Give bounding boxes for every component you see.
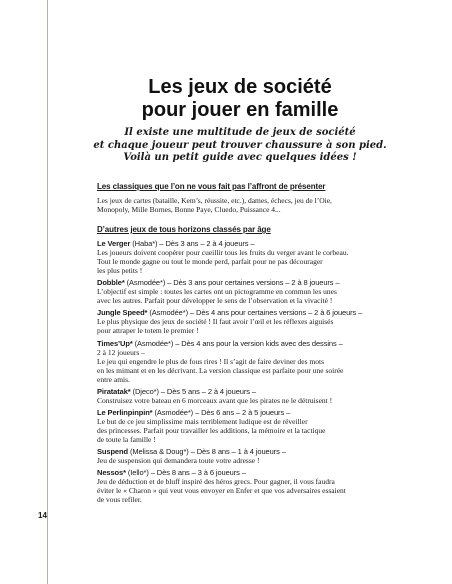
game-description-line: 2 à 12 joueurs – xyxy=(97,347,145,357)
page-number: 14 xyxy=(38,511,47,520)
page-title xyxy=(60,76,420,122)
game-description-line: Le jeu qui engendre le plus de fous rires ! Il s’agit de faire deviner des mots xyxy=(97,356,325,366)
game-name: Le Perlinpinpin* xyxy=(97,407,153,417)
game-info: (Asmodée*) – Dès 4 ans pour la version kids avec des dessins – xyxy=(132,338,343,348)
intro-line: Il existe une multitude de jeux de société xyxy=(124,127,356,138)
game-description-line: pour attraper le totem le premier ! xyxy=(97,326,199,336)
intro-text xyxy=(60,127,420,165)
game-name: Nessos* xyxy=(97,468,126,478)
game-description-line: de vous refiler. xyxy=(97,495,142,505)
classics-line: Monopoly, Mille Bornes, Bonne Paye, Cluedo, Puissance 4... xyxy=(97,205,281,214)
section-heading-by-age: D’autres jeux de tous horizons classés par âge xyxy=(97,225,271,234)
game-name: Piratatak* xyxy=(97,386,131,396)
game-info: (Melissa & Doug*) – Dès 8 ans – 1 à 4 joueurs – xyxy=(127,447,286,457)
game-entry-le-verger xyxy=(97,239,427,275)
game-description-line: de toute la famille ! xyxy=(97,434,156,444)
classics-line: Les jeux de cartes (bataille, Kem’s, réussite, etc.), dames, échecs, jeu de l’Oie, xyxy=(97,196,332,205)
game-entry-times-up xyxy=(97,339,427,384)
game-description-line: Les joueurs doivent coopérer pour cueillir tous les fruits du verger avant le corbeau. xyxy=(97,248,349,257)
game-description-line: entre amis. xyxy=(97,374,130,384)
intro-line: et chaque joueur peut trouver chaussure à son pied. xyxy=(93,139,387,151)
page-margin-rule xyxy=(47,0,48,584)
game-description-line: Le plus physique des jeux de société ! Il faut avoir l’œil et les réflexes aiguisés xyxy=(97,317,334,327)
game-description-line: L’objectif est simple : toutes les cartes ont un pictogramme en commun les unes xyxy=(97,287,337,297)
game-entry-le-perlinpinpin xyxy=(97,408,427,444)
game-entry-piratatak xyxy=(97,387,427,405)
section-heading-classics: Les classiques que l’on ne vous fait pas l’affront de présenter xyxy=(97,182,326,191)
game-info: (Asmodée*) – Dès 6 ans – 2 à 5 joueurs – xyxy=(152,407,291,417)
game-description-line: Le but de ce jeu simplissime mais terriblement ludique est de réveiller xyxy=(97,416,308,426)
game-name: Dobble* xyxy=(97,278,125,288)
game-description-line: avec les autres. Parfait pour développer le sens de l’observation et la vivacité ! xyxy=(97,296,333,306)
game-description-line: Jeu de déduction et de bluff inspiré des héros grecs. Pour gagner, il vous faudra xyxy=(97,477,335,487)
game-description-line: les plus petits ! xyxy=(97,266,143,275)
game-entry-jungle-speed xyxy=(97,308,427,335)
game-name: Times’Up* xyxy=(97,338,133,348)
game-info: (Asmodée*) – Dès 4 ans pour certaines versions – 2 à 6 joueurs – xyxy=(147,308,363,318)
game-description-line: Jeu de suspension qui demandera toute votre adresse ! xyxy=(97,456,260,466)
game-description-line: Tout le monde gagne ou tout le monde perd, parfait pour ne pas décourager xyxy=(97,257,323,266)
game-info: (Asmodée*) – Dès 3 ans pour certaines versions – 2 à 8 joueurs – xyxy=(124,278,340,288)
game-info: (Haba*) – Dès 3 ans – 2 à 4 joueurs – xyxy=(130,239,255,248)
game-entry-suspend xyxy=(97,447,427,465)
game-name: Le Verger xyxy=(97,239,131,248)
game-description-line: des princesses. Parfait pour travailler les additions, la mémoire et la tactique xyxy=(97,425,326,435)
game-entry-nessos xyxy=(97,468,427,504)
games-list xyxy=(97,239,427,508)
game-description-line: Construisez votre bateau en 6 morceaux avant que les pirates ne le détruisent ! xyxy=(97,395,333,405)
game-description-line: éviter le « Charon » qui veut vous envoyer en Enfer et que vos adversaires essaient xyxy=(97,486,346,496)
game-info: (Iello*) – Dès 8 ans – 3 à 6 joueurs – xyxy=(125,468,246,478)
game-info: (Djeco*) – Dès 5 ans – 2 à 4 joueurs – xyxy=(130,386,256,396)
game-name: Jungle Speed* xyxy=(97,308,148,318)
page-title-line-1: Les jeux de société xyxy=(148,76,332,98)
intro-line: Voilà un petit guide avec quelques idées ! xyxy=(123,152,357,163)
game-description-line: en les mimant et en les décrivant. La version classique est parfaite pour une soirée xyxy=(97,365,344,375)
classics-list xyxy=(97,196,422,214)
game-name: Suspend xyxy=(97,447,128,457)
page-title-line-2: pour jouer en famille xyxy=(141,99,339,121)
game-entry-dobble xyxy=(97,278,427,305)
